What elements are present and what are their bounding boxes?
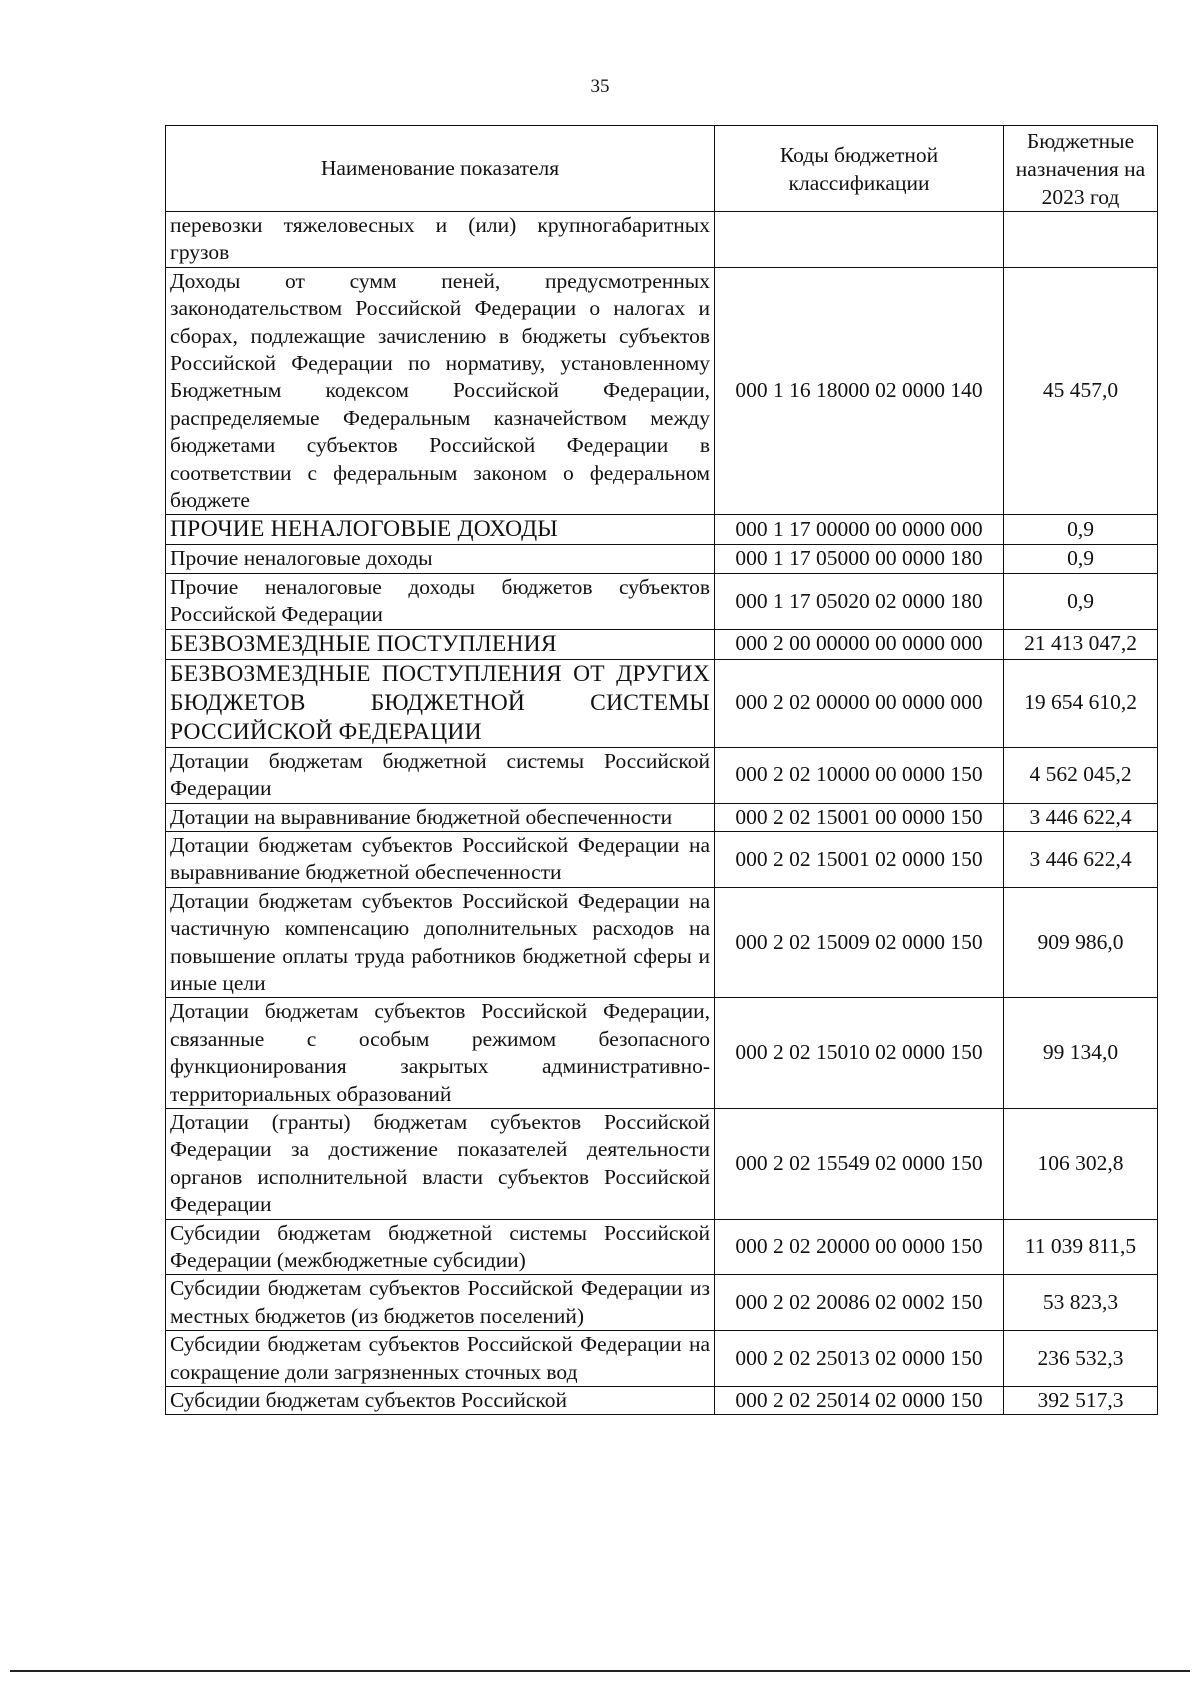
row-code: 000 2 02 15009 02 0000 150 [715, 887, 1004, 998]
table-row [166, 659, 1158, 747]
table-row [166, 1108, 1158, 1219]
row-amount: 4 562 045,2 [1004, 747, 1158, 803]
row-amount: 19 654 610,2 [1004, 659, 1158, 747]
table-row [166, 573, 1158, 629]
row-code: 000 1 17 05000 00 0000 180 [715, 545, 1004, 573]
table-row [166, 887, 1158, 998]
row-name: Дотации на выравнивание бюджетной обеспеченности [166, 803, 715, 831]
row-code: 000 2 02 15001 00 0000 150 [715, 803, 1004, 831]
row-amount: 106 302,8 [1004, 1108, 1158, 1219]
row-amount: 45 457,0 [1004, 267, 1158, 515]
row-amount: 3 446 622,4 [1004, 803, 1158, 831]
row-code: 000 2 02 25014 02 0000 150 [715, 1387, 1004, 1415]
row-name: Дотации бюджетам субъектов Российской Федерации, связанные с особым режимом безопасного функционирования закрытых административно-территориальных образований [166, 998, 715, 1109]
table-row [166, 998, 1158, 1109]
table-row [166, 267, 1158, 515]
header-code: Коды бюджетной классификации [715, 126, 1004, 212]
row-code: 000 2 00 00000 00 0000 000 [715, 629, 1004, 659]
header-name: Наименование показателя [166, 126, 715, 212]
row-code: 000 1 17 00000 00 0000 000 [715, 515, 1004, 545]
row-name: Дотации бюджетам субъектов Российской Федерации на частичную компенсацию дополнительных расходов на повышение оплаты труда работников бюджетной сферы и иные цели [166, 887, 715, 998]
row-amount: 0,9 [1004, 515, 1158, 545]
row-amount: 392 517,3 [1004, 1387, 1158, 1415]
footer-rule [10, 1670, 1190, 1672]
row-name: Дотации бюджетам субъектов Российской Федерации на выравнивание бюджетной обеспеченности [166, 831, 715, 887]
row-code: 000 1 16 18000 02 0000 140 [715, 267, 1004, 515]
row-name: перевозки тяжеловесных и (или) крупногабаритных грузов [166, 212, 715, 268]
row-amount: 53 823,3 [1004, 1275, 1158, 1331]
table-row [166, 1219, 1158, 1275]
row-name: Дотации бюджетам бюджетной системы Российской Федерации [166, 747, 715, 803]
row-code: 000 2 02 25013 02 0000 150 [715, 1331, 1004, 1387]
row-name: БЕЗВОЗМЕЗДНЫЕ ПОСТУПЛЕНИЯ ОТ ДРУГИХ БЮДЖЕТОВ БЮДЖЕТНОЙ СИСТЕМЫ РОССИЙСКОЙ ФЕДЕРАЦИИ [166, 659, 715, 747]
budget-table [165, 125, 1158, 1415]
row-amount: 3 446 622,4 [1004, 831, 1158, 887]
table-row [166, 1275, 1158, 1331]
table-row [166, 515, 1158, 545]
row-name: Субсидии бюджетам субъектов Российской Федерации из местных бюджетов (из бюджетов поселений) [166, 1275, 715, 1331]
table-row [166, 212, 1158, 268]
row-code: 000 2 02 15010 02 0000 150 [715, 998, 1004, 1109]
row-code: 000 2 02 00000 00 0000 000 [715, 659, 1004, 747]
table-row [166, 1387, 1158, 1415]
row-name: Субсидии бюджетам субъектов Российской [166, 1387, 715, 1415]
row-name: Прочие неналоговые доходы бюджетов субъектов Российской Федерации [166, 573, 715, 629]
row-code: 000 2 02 15001 02 0000 150 [715, 831, 1004, 887]
row-name: ПРОЧИЕ НЕНАЛОГОВЫЕ ДОХОДЫ [166, 515, 715, 545]
page-number: 35 [590, 76, 610, 97]
table-row [166, 545, 1158, 573]
table-row [166, 831, 1158, 887]
row-name: Прочие неналоговые доходы [166, 545, 715, 573]
row-code: 000 2 02 10000 00 0000 150 [715, 747, 1004, 803]
row-code: 000 2 02 15549 02 0000 150 [715, 1108, 1004, 1219]
row-code: 000 2 02 20000 00 0000 150 [715, 1219, 1004, 1275]
row-amount: 99 134,0 [1004, 998, 1158, 1109]
row-amount: 11 039 811,5 [1004, 1219, 1158, 1275]
row-code: 000 2 02 20086 02 0002 150 [715, 1275, 1004, 1331]
row-name: БЕЗВОЗМЕЗДНЫЕ ПОСТУПЛЕНИЯ [166, 629, 715, 659]
row-amount: 0,9 [1004, 573, 1158, 629]
row-amount [1004, 212, 1158, 268]
row-name: Доходы от сумм пеней, предусмотренных законодательством Российской Федерации о налогах и сборах, подлежащие зачислению в бюджеты субъектов Российской Федерации по нормативу, установленному Бюджетным кодексом Российской Федерации, распределяемые Федеральным казначейством между бюджетами субъектов Российской Федерации в соответствии с федеральным законом о федеральном бюджете [166, 267, 715, 515]
row-name: Дотации (гранты) бюджетам субъектов Российской Федерации за достижение показателей деятельности органов исполнительной власти субъектов Российской Федерации [166, 1108, 715, 1219]
row-name: Субсидии бюджетам бюджетной системы Российской Федерации (межбюджетные субсидии) [166, 1219, 715, 1275]
table-header-row [166, 126, 1158, 212]
table-row [166, 803, 1158, 831]
row-amount: 909 986,0 [1004, 887, 1158, 998]
header-amount: Бюджетные назначения на 2023 год [1004, 126, 1158, 212]
row-code [715, 212, 1004, 268]
row-amount: 236 532,3 [1004, 1331, 1158, 1387]
row-code: 000 1 17 05020 02 0000 180 [715, 573, 1004, 629]
table-row [166, 1331, 1158, 1387]
table-row [166, 747, 1158, 803]
row-amount: 21 413 047,2 [1004, 629, 1158, 659]
row-amount: 0,9 [1004, 545, 1158, 573]
row-name: Субсидии бюджетам субъектов Российской Федерации на сокращение доли загрязненных сточных вод [166, 1331, 715, 1387]
table-row [166, 629, 1158, 659]
